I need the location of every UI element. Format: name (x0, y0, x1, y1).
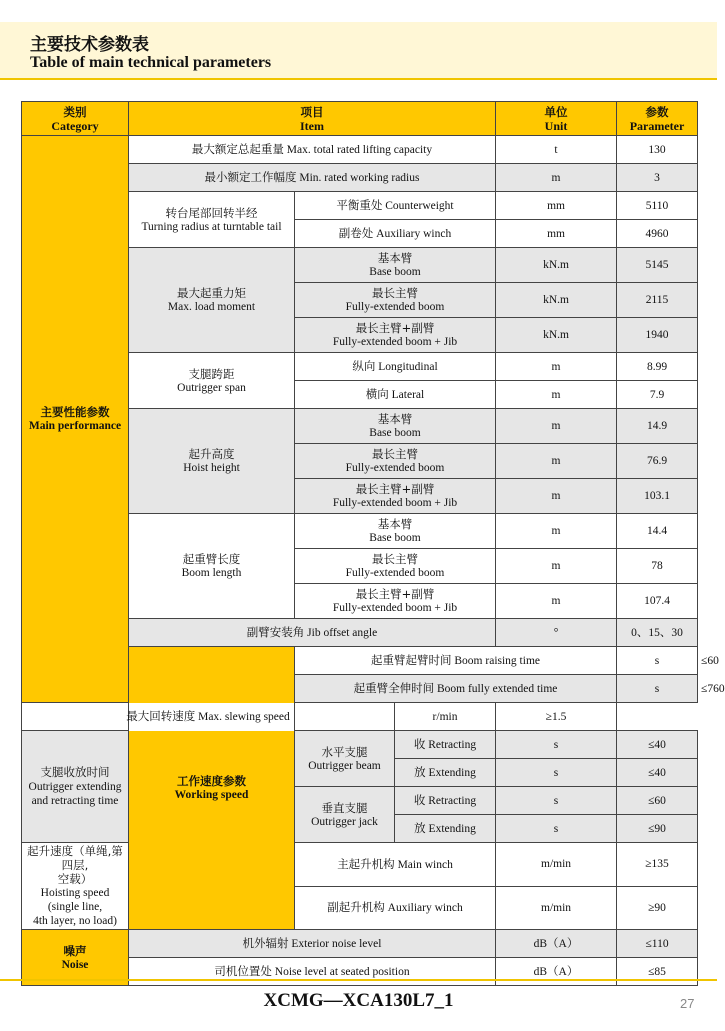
row-unit: t (496, 136, 617, 164)
row-label: 基本臂 Base boom (295, 248, 496, 283)
row-unit: kN.m (496, 248, 617, 283)
row-value: ≥1.5 (496, 703, 617, 731)
row-unit: m (496, 514, 617, 549)
row-value: 103.1 (617, 479, 698, 514)
row-label: 最长主臂+副臂 Fully-extended boom + Jib (295, 479, 496, 514)
row-value: 107.4 (617, 584, 698, 619)
row-value: 14.9 (617, 409, 698, 444)
row-unit: s (496, 731, 617, 759)
page-title-en: Table of main technical parameters (30, 54, 272, 71)
row-label: 最长主臂 Fully-extended boom (295, 549, 496, 584)
row-unit: s (496, 815, 617, 843)
row-group-label: 支腿收放时间Outrigger extending and retracting time (22, 731, 129, 843)
row-label: 放 Extending (395, 759, 496, 787)
row-label: 纵向 Longitudinal (295, 353, 496, 381)
table-header-row (22, 102, 698, 136)
row-value: ≤40 (617, 731, 698, 759)
header-rule (0, 78, 717, 80)
row-subgroup-label: 水平支腿 Outrigger beam (295, 731, 395, 787)
row-value: 5110 (617, 192, 698, 220)
category-main-performance: 主要性能参数 Main performance (22, 136, 129, 703)
row-group-label: 起升速度（单绳,第四层, 空载） Hoisting speed (single line, 4th layer, no load) (22, 843, 129, 930)
spec-table (21, 101, 725, 986)
row-unit: m (496, 409, 617, 444)
row-unit: kN.m (496, 318, 617, 353)
row-unit: m (496, 549, 617, 584)
row-value: 0、15、30 (617, 619, 698, 647)
table-row: 工作速度参数 Working speed 起重臂起臂时间 Boom raising time s ≤60 (22, 647, 698, 675)
row-label: 起重臂起臂时间 Boom raising time (295, 647, 617, 675)
row-unit: mm (496, 220, 617, 248)
row-label: 机外辐射 Exterior noise level (129, 930, 496, 958)
row-value: 130 (617, 136, 698, 164)
top-accent (0, 0, 717, 4)
row-label: 主起升机构 Main winch (295, 843, 496, 887)
row-value: 5145 (617, 248, 698, 283)
row-value: 8.99 (617, 353, 698, 381)
row-label: 平衡重处 Counterweight (295, 192, 496, 220)
row-label: 最长主臂+副臂 Fully-extended boom + Jib (295, 318, 496, 353)
table-row (22, 731, 698, 759)
category-working-speed: 工作速度参数 Working speed (129, 647, 295, 930)
row-value: ≥135 (617, 843, 698, 887)
row-value: ≤60 (617, 787, 698, 815)
row-unit: s (617, 647, 698, 675)
row-unit: kN.m (496, 283, 617, 318)
row-unit: m (496, 479, 617, 514)
row-value: ≤40 (617, 759, 698, 787)
table-row: 起重臂全伸时间 Boom fully extended time s ≤760 (22, 675, 698, 703)
row-label: 副臂安装角 Jib offset angle (129, 619, 496, 647)
row-label: 副起升机构 Auxiliary winch (295, 886, 496, 930)
row-label: 最长主臂 Fully-extended boom (295, 444, 496, 479)
row-label: 最长主臂+副臂 Fully-extended boom + Jib (295, 584, 496, 619)
row-subgroup-label: 垂直支腿 Outrigger jack (295, 787, 395, 843)
row-value: 76.9 (617, 444, 698, 479)
row-value: 7.9 (617, 381, 698, 409)
col-parameter: 参数 Parameter (617, 102, 698, 136)
table-row (22, 843, 698, 887)
row-unit: m/min (496, 843, 617, 887)
row-unit: m (496, 584, 617, 619)
row-label: 基本臂 Base boom (295, 514, 496, 549)
col-item: 项目 Item (129, 102, 496, 136)
row-label: 最大额定总起重量 Max. total rated lifting capacity (129, 136, 496, 164)
row-value: 2115 (617, 283, 698, 318)
row-label: 最小额定工作幅度 Min. rated working radius (129, 164, 496, 192)
row-unit: dB（A） (496, 930, 617, 958)
table-row (22, 136, 698, 164)
page-number: 27 (680, 996, 695, 1011)
row-group-label: 支腿跨距 Outrigger span (129, 353, 295, 409)
col-category: 类别 Category (22, 102, 129, 136)
row-unit: m/min (496, 886, 617, 930)
footer-model: XCMG—XCA130L7_1 (263, 990, 454, 1011)
row-value: 4960 (617, 220, 698, 248)
page-title-cn: 主要技术参数表 (30, 35, 149, 55)
row-unit: s (496, 787, 617, 815)
category-noise: 噪声 Noise (22, 930, 129, 986)
row-value: ≤90 (617, 815, 698, 843)
row-value: ≤85 (617, 958, 698, 986)
row-label: 放 Extending (395, 815, 496, 843)
row-unit: r/min (395, 703, 496, 731)
row-value: ≤110 (617, 930, 698, 958)
row-unit: s (617, 675, 698, 703)
row-label: 最长主臂 Fully-extended boom (295, 283, 496, 318)
row-unit: m (496, 444, 617, 479)
row-group-label: 起升高度 Hoist height (129, 409, 295, 514)
table-row (22, 930, 698, 958)
row-value: 1940 (617, 318, 698, 353)
row-value: 14.4 (617, 514, 698, 549)
row-label: 收 Retracting (395, 731, 496, 759)
row-label: 起重臂全伸时间 Boom fully extended time (295, 675, 617, 703)
footer-rule (0, 979, 717, 981)
row-label: 副卷处 Auxiliary winch (295, 220, 496, 248)
row-label: 基本臂 Base boom (295, 409, 496, 444)
row-unit: m (496, 353, 617, 381)
row-value: ≥90 (617, 886, 698, 930)
row-group-label: 起重臂长度 Boom length (129, 514, 295, 619)
row-unit: m (496, 381, 617, 409)
row-group-label: 最大起重力矩 Max. load moment (129, 248, 295, 353)
row-unit: dB（A） (496, 958, 617, 986)
row-value: 3 (617, 164, 698, 192)
table-row (22, 703, 698, 731)
row-value: 78 (617, 549, 698, 584)
row-group-label: 转台尾部回转半经 Turning radius at turntable tail (129, 192, 295, 248)
row-unit: ° (496, 619, 617, 647)
row-unit: m (496, 164, 617, 192)
row-label: 收 Retracting (395, 787, 496, 815)
row-label: 最大回转速度 Max. slewing speed (22, 703, 395, 731)
col-unit: 单位 Unit (496, 102, 617, 136)
row-label: 横向 Lateral (295, 381, 496, 409)
row-unit: mm (496, 192, 617, 220)
row-label: 司机位置处 Noise level at seated position (129, 958, 496, 986)
row-unit: s (496, 759, 617, 787)
